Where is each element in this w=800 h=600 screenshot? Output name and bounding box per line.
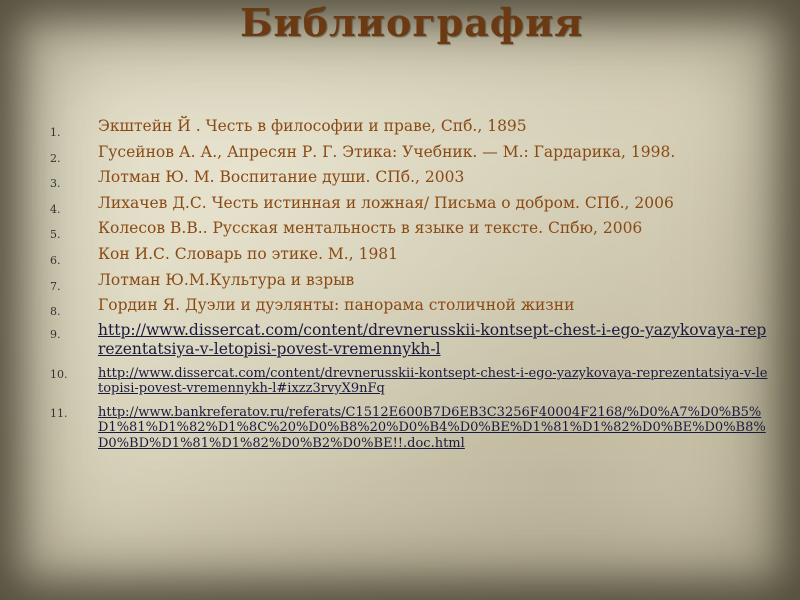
list-item bbox=[40, 140, 770, 166]
item-text: Экштейн Й . Честь в философии и праве, Спб., 1895 bbox=[98, 117, 527, 135]
list-item bbox=[40, 321, 770, 359]
item-text: Лихачев Д.С. Честь истинная и ложная/ Письма о добром. СПб., 2006 bbox=[98, 193, 674, 212]
item-number: 11. bbox=[50, 406, 68, 420]
item-text: Лотман Ю. М. Воспитание души. СПб., 2003 bbox=[98, 168, 465, 187]
item-text: Гордин Я. Дуэли и дуэлянты: панорама столичной жизни bbox=[98, 296, 575, 315]
list-item bbox=[40, 366, 770, 397]
item-text: Колесов В.В.. Русская ментальность в языке и тексте. Спбю, 2006 bbox=[98, 219, 643, 238]
bibliography-list bbox=[40, 114, 770, 459]
list-item bbox=[40, 405, 770, 452]
item-text: Кон И.С. Словарь по этике. М., 1981 bbox=[98, 244, 399, 263]
item-number: 6. bbox=[50, 253, 61, 267]
bankreferatov-link[interactable]: http://www.bankreferatov.ru/referats/C1512E600B7D6EB3C3256F40004F2168/%D0%A7%D0%B5%D1%81%D1%82%D1%8C%20%D0%B8%20%D0%B4%D0%BE%D1%81%D1%82%D0%BE%D0%B8%D0%BD%D1%81%D1%82%D0%B2%D0%BE!!.doc.html bbox=[98, 404, 766, 451]
list-item bbox=[40, 293, 770, 319]
item-number: 2. bbox=[50, 151, 61, 165]
item-text: Лотман Ю.М.Культура и взрыв bbox=[98, 270, 355, 289]
item-number: 8. bbox=[50, 305, 61, 319]
item-text: Гусейнов А. А., Апресян Р. Г. Этика: Учебник. — М.: Гардарика, 1998. bbox=[98, 142, 676, 161]
list-item bbox=[40, 268, 770, 294]
item-number: 1. bbox=[50, 126, 61, 139]
item-number: 3. bbox=[50, 177, 61, 191]
item-number: 5. bbox=[50, 228, 61, 242]
list-item bbox=[40, 242, 770, 268]
item-number: 9. bbox=[50, 327, 61, 341]
slide-title: Библиография bbox=[240, 0, 584, 45]
dissercat-anchor-link[interactable]: http://www.dissercat.com/content/drevnerusskii-kontsept-chest-i-ego-yazykovaya-reprezentatsiya-v-letopisi-povest-vremennykh-l#ixzz3rvyX9nFq bbox=[98, 365, 768, 397]
dissercat-link[interactable]: http://www.dissercat.com/content/drevnerusskii-kontsept-chest-i-ego-yazykovaya-reprezentatsiya-v-letopisi-povest-vremennykh-l bbox=[98, 320, 767, 358]
item-number: 7. bbox=[50, 279, 61, 293]
list-item bbox=[40, 191, 770, 217]
list-item bbox=[40, 114, 770, 140]
list-item bbox=[40, 165, 770, 191]
list-item bbox=[40, 216, 770, 242]
item-number: 4. bbox=[50, 202, 61, 216]
item-number: 10. bbox=[50, 367, 68, 381]
